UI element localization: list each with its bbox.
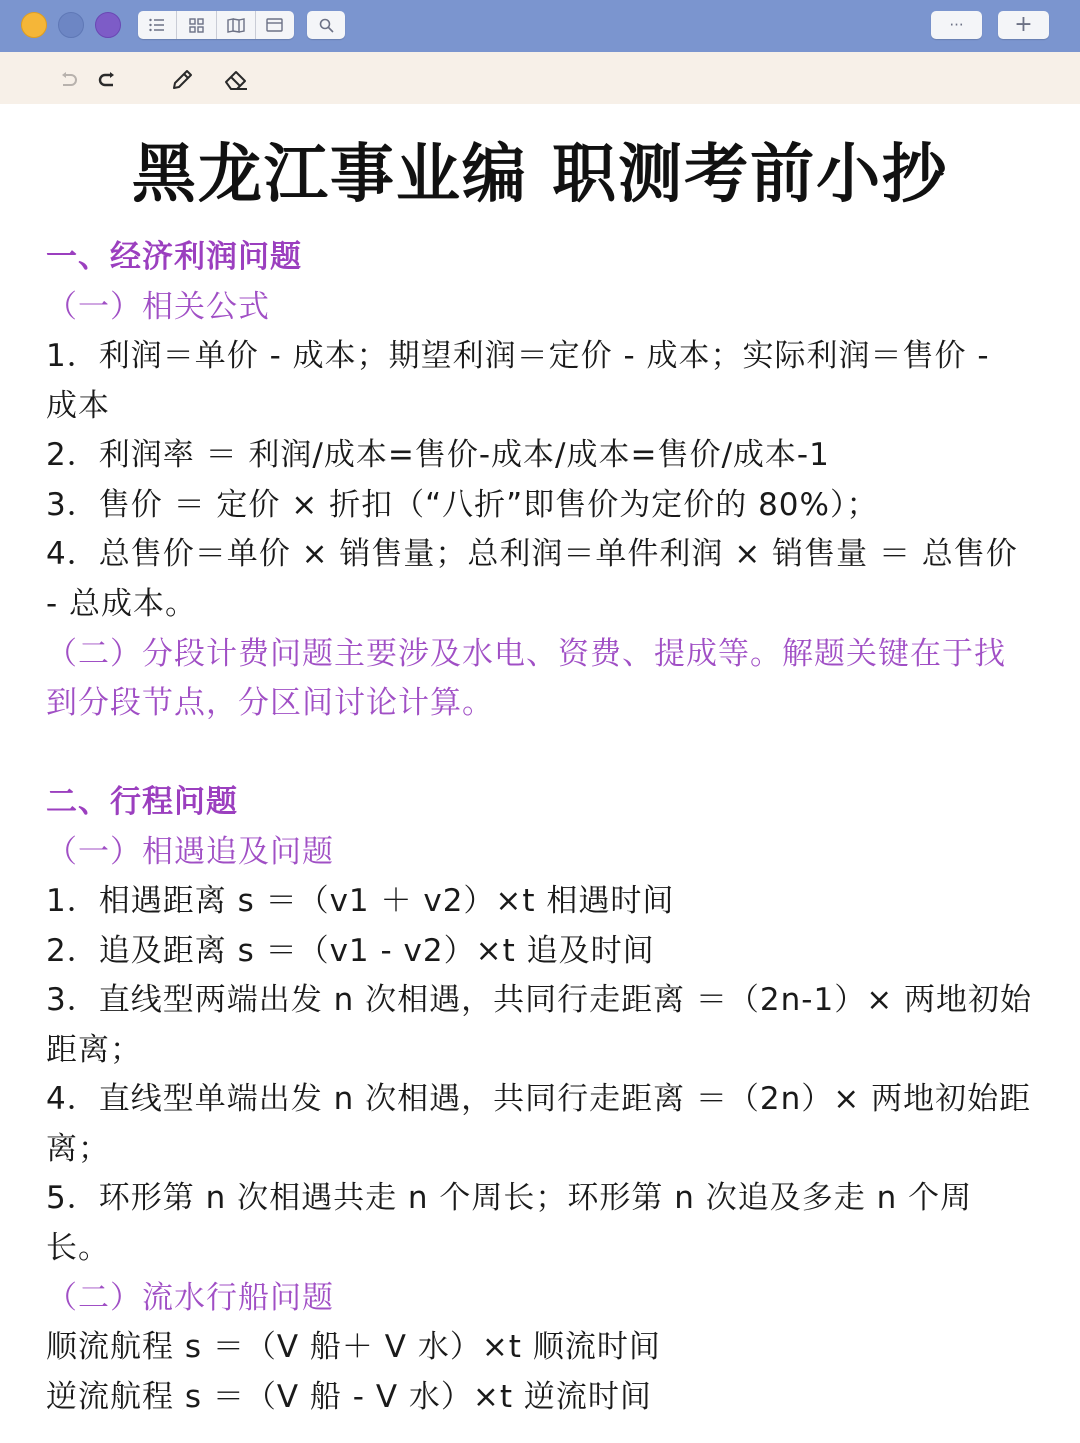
- text-line: 5．环形第 n 次相遇共走 n 个周长；环形第 n 次追及多走 n 个周: [46, 1180, 973, 1216]
- text-line: 顺流航程 s ＝（V 船＋ V 水）×t 顺流时间: [46, 1329, 661, 1365]
- text-line: 4．总售价＝单价 × 销售量；总利润＝单件利润 × 销售量 ＝ 总售价: [46, 536, 1018, 572]
- sidebar-icon: [266, 18, 283, 32]
- subsection-heading: （一）相关公式: [46, 289, 270, 325]
- text-line: 3．售价 ＝ 定价 × 折扣（“八折”即售价为定价的 80%）；: [46, 487, 879, 523]
- text-line: 3．直线型两端出发 n 次相遇，共同行走距离 ＝（2n-1）× 两地初始: [46, 982, 1033, 1018]
- text-line: 4．直线型单端出发 n 次相遇，共同行走距离 ＝（2n）× 两地初始距: [46, 1081, 1032, 1117]
- text-line: 距离；: [46, 1032, 142, 1068]
- subsection-heading: 到分段节点，分区间讨论计算。: [46, 685, 494, 721]
- undo-icon: [59, 72, 79, 88]
- book-icon: [227, 18, 245, 33]
- text-line: 逆流航程 s ＝（V 船 - V 水）×t 逆流时间: [46, 1379, 652, 1415]
- search-button[interactable]: [307, 11, 345, 39]
- subsection-heading: （二）流水行船问题: [46, 1280, 334, 1316]
- section-heading: 一、经济利润问题: [46, 239, 302, 275]
- note-title: 黑龙江事业编 职测考前小抄: [131, 138, 949, 212]
- text-line: - 总成本。: [46, 586, 198, 622]
- section-heading: 二、行程问题: [46, 784, 238, 820]
- text-line: 2．追及距离 s ＝（v1 - v2）×t 追及时间: [46, 933, 655, 969]
- subsection-heading: （一）相遇追及问题: [46, 834, 334, 870]
- sidebar-toggle-button[interactable]: [256, 11, 294, 39]
- text-line: 离；: [46, 1131, 110, 1167]
- subsection-heading: （二）分段计费问题主要涉及水电、资费、提成等。解题关键在于找: [46, 636, 1006, 672]
- text-line: 成本: [46, 388, 110, 424]
- close-button[interactable]: [21, 12, 47, 38]
- grid-view-icon: [189, 18, 204, 33]
- view-switcher: [138, 11, 294, 39]
- grid-view-button[interactable]: [177, 11, 216, 39]
- zoom-button[interactable]: [95, 12, 121, 38]
- text-line: 2．利润率 ＝ 利润/成本=售价-成本/成本=售价/成本-1: [46, 437, 830, 473]
- text-line: 1．利润＝单价 - 成本；期望利润＝定价 - 成本；实际利润＝售价 -: [46, 338, 990, 374]
- undo-button[interactable]: [55, 66, 83, 94]
- eraser-icon: [223, 68, 249, 92]
- eraser-tool[interactable]: [222, 66, 250, 94]
- text-line: 1．相遇距离 s ＝（v1 ＋ v2）×t 相遇时间: [46, 883, 675, 919]
- search-icon: [319, 18, 334, 33]
- more-button[interactable]: [931, 11, 982, 39]
- edit-toolbar: [0, 52, 1080, 104]
- pencil-tool[interactable]: [168, 66, 196, 94]
- list-view-icon: [149, 18, 165, 32]
- text-line: 长。: [46, 1230, 110, 1266]
- window-titlebar: [0, 0, 1080, 52]
- book-view-button[interactable]: [217, 11, 256, 39]
- pencil-icon: [170, 68, 194, 92]
- redo-icon: [97, 72, 117, 88]
- list-view-button[interactable]: [138, 11, 177, 39]
- redo-button[interactable]: [93, 66, 121, 94]
- more-icon: ···: [949, 15, 964, 34]
- plus-icon: +: [1014, 12, 1033, 37]
- add-button[interactable]: [998, 11, 1049, 39]
- minimize-button[interactable]: [58, 12, 84, 38]
